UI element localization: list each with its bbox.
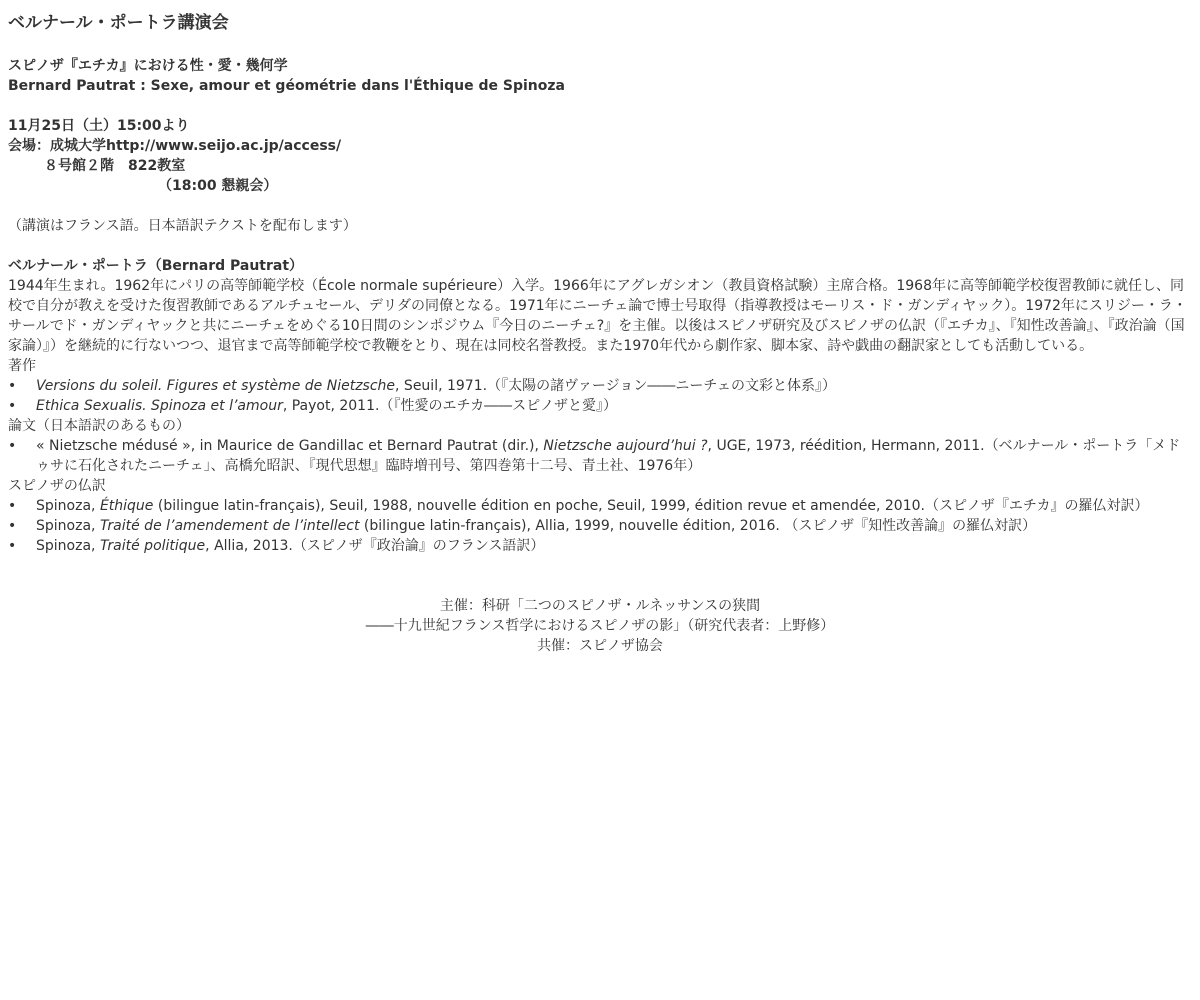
bullet-icon: • bbox=[8, 438, 17, 454]
cosponsor: 共催：スピノザ協会 bbox=[537, 638, 663, 654]
book-title: Nietzsche aujourd’hui ? bbox=[543, 438, 708, 454]
works-heading: 著作 bbox=[8, 358, 36, 374]
bullet-icon: • bbox=[8, 518, 17, 534]
organizer-subtitle: ――十九世紀フランス哲学におけるスピノザの影」（研究代表者：上野修） bbox=[365, 618, 835, 634]
bullet-icon: • bbox=[8, 538, 17, 554]
translation-prefix: Spinoza, bbox=[36, 518, 100, 534]
lecture-title-fr: Bernard Pautrat : Sexe, amour et géométrie dans l'Éthique de Spinoza bbox=[8, 78, 565, 94]
list-item-text bbox=[36, 536, 1192, 556]
spacer bbox=[8, 236, 1192, 256]
bullet-icon: • bbox=[8, 378, 17, 394]
spacer bbox=[8, 196, 1192, 216]
papers-list bbox=[8, 436, 1192, 476]
book-title: Traité de l’amendement de l’intellect bbox=[99, 518, 360, 534]
book-title: Traité politique bbox=[99, 538, 206, 554]
language-note: （講演はフランス語。日本語訳テクストを配布します） bbox=[8, 218, 357, 234]
translations-list bbox=[8, 496, 1192, 556]
book-title: Éthique bbox=[99, 498, 154, 514]
list-item-text bbox=[36, 436, 1192, 476]
list-item bbox=[8, 496, 1192, 516]
event-room: ８号館２階 822教室 bbox=[44, 158, 186, 174]
translation-details: (bilingue latin-français), Seuil, 1988, nouvelle édition en poche, Seuil, 1999, édition revue et amendée, 2010.（スピノザ『エチカ』の羅仏対訳） bbox=[153, 498, 1149, 514]
footer-credits bbox=[8, 596, 1192, 656]
translations-heading: スピノザの仏訳 bbox=[8, 478, 106, 494]
book-details: , Seuil, 1971.（『太陽の諸ヴァージョン――ニーチェの文彩と体系』） bbox=[395, 378, 836, 394]
book-details: , Payot, 2011.（『性愛のエチカ――スピノザと愛』） bbox=[282, 398, 618, 414]
list-item-text bbox=[36, 516, 1192, 536]
spacer bbox=[8, 96, 1192, 116]
list-item-text bbox=[36, 496, 1192, 516]
bullet-icon: • bbox=[8, 498, 17, 514]
book-title: Versions du soleil. Figures et système de Nietzsche bbox=[36, 378, 396, 394]
event-venue: 会場：成城大学http://www.seijo.ac.jp/access/ bbox=[8, 138, 342, 154]
spacer bbox=[8, 36, 1192, 56]
translation-prefix: Spinoza, bbox=[36, 538, 100, 554]
book-title: Ethica Sexualis. Spinoza et l’amour bbox=[36, 398, 283, 414]
list-item-text bbox=[36, 396, 1192, 416]
list-item-text bbox=[36, 376, 1192, 396]
papers-heading: 論文（日本語訳のあるもの） bbox=[8, 418, 190, 434]
translation-prefix: Spinoza, bbox=[36, 498, 100, 514]
translation-details: (bilingue latin-français), Allia, 1999, nouvelle édition, 2016. （スピノザ『知性改善論』の羅仏対訳） bbox=[359, 518, 1037, 534]
translation-details: , Allia, 2013.（スピノザ『政治論』のフランス語訳） bbox=[205, 538, 545, 554]
bio-heading: ベルナール・ポートラ（Bernard Pautrat） bbox=[8, 258, 304, 274]
list-item bbox=[8, 376, 1192, 396]
event-date: 11月25日（土）15:00より bbox=[8, 118, 190, 134]
page-title: ベルナール・ポートラ講演会 bbox=[8, 13, 229, 33]
paper-prefix: « Nietzsche médusé », in Maurice de Gandillac et Bernard Pautrat (dir.), bbox=[36, 438, 544, 454]
bio-text: 1944年生まれ。1962年にパリの高等師範学校（École normale supérieure）入学。1966年にアグレガシオン（教員資格試験）主席合格。1968年に高等師範学校復習教師に就任し、同校で自分が教えを受けた復習教師であるアルチュセール、デリダの同僚となる。1971年にニーチェ論で博士号取得（指導教授はモーリス・ド・ガンディヤック）。1972年にスリジー・ラ・サールでド・ガンディヤックと共にニーチェをめぐる10日間のシンポジウム『今日のニーチェ?』を主催。以後はスピノザ研究及びスピノザの仏訳（『エチカ』、『知性改善論』、『政治論（国家論）』）を継続的に行ないつつ、退官まで高等師範学校で教鞭をとり、現在は同校名誉教授。また1970年代から劇作家、脚本家、詩や戯曲の翻訳家としても活動している。 bbox=[8, 278, 1187, 354]
paper-details: , UGE, 1973, réédition, Hermann, 2011.（ベルナール・ポートラ「メドゥサに石化されたニーチェ」、高橋允昭訳、『現代思想』臨時増刊号、第四巻第十二号、青土社、1976年） bbox=[36, 438, 1181, 474]
bullet-icon: • bbox=[8, 398, 17, 414]
lecture-title-ja: スピノザ『エチカ』における性・愛・幾何学 bbox=[8, 58, 288, 74]
event-reception: （18:00 懇親会） bbox=[158, 178, 278, 194]
works-list bbox=[8, 376, 1192, 416]
list-item bbox=[8, 436, 1192, 476]
list-item bbox=[8, 516, 1192, 536]
list-item bbox=[8, 536, 1192, 556]
organizer: 主催：科研「二つのスピノザ・ルネッサンスの狭間 bbox=[439, 598, 761, 614]
list-item bbox=[8, 396, 1192, 416]
